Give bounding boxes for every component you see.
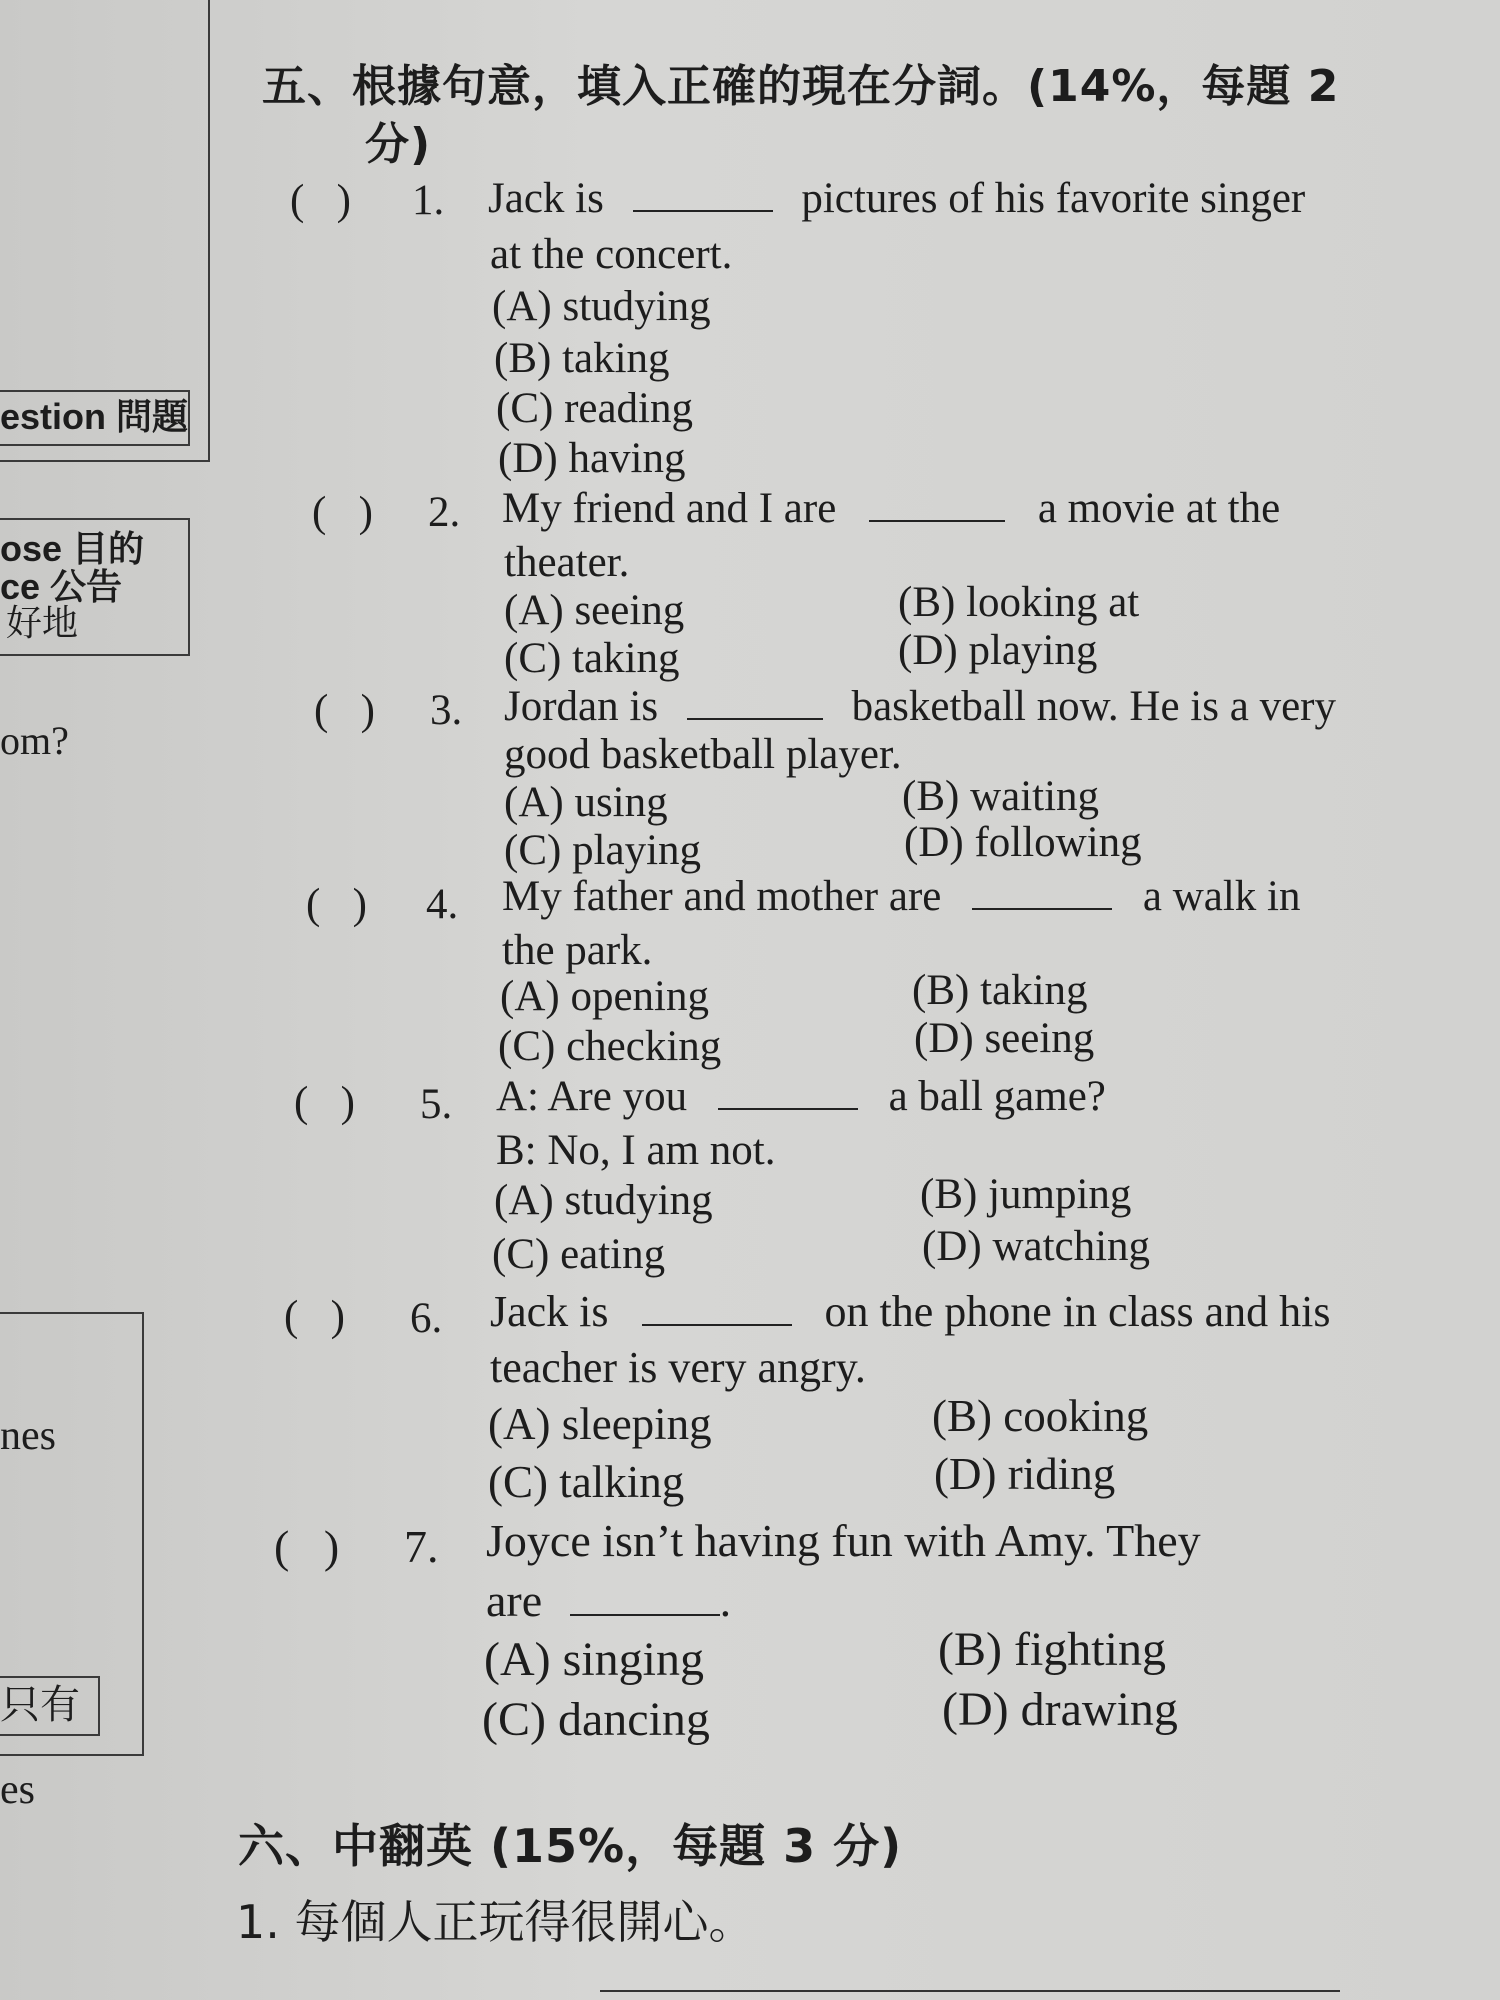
option-q1-a: (A) studying <box>492 283 711 330</box>
answer-paren-q3[interactable]: ( ) <box>314 687 375 734</box>
blank-q6[interactable] <box>642 1294 792 1326</box>
option-q7-b: (B) fighting <box>938 1623 1166 1676</box>
section6-heading: 六、中翻英 (15%，每題 3 分) <box>238 1819 903 1873</box>
question-line2-q7 <box>486 1574 731 1627</box>
question-text-q1 <box>488 174 1305 223</box>
option-q3-c: (C) playing <box>504 827 702 874</box>
question-line2-q1: at the concert. <box>490 231 733 278</box>
option-q5-a: (A) studying <box>494 1177 713 1224</box>
answer-paren-q2[interactable]: ( ) <box>312 489 373 536</box>
option-q5-d: (D) watching <box>922 1223 1151 1270</box>
question-text-q5-a: A: Are you <box>496 1073 688 1120</box>
blank-q2[interactable] <box>869 490 1005 522</box>
question-text-q2-a: My friend and I are <box>502 485 837 532</box>
question-line2-q3: good basketball player. <box>504 731 902 778</box>
option-q1-b: (B) taking <box>494 335 670 382</box>
blank-q7[interactable] <box>570 1584 720 1616</box>
option-q1-d: (D) having <box>498 435 686 482</box>
blank-q3[interactable] <box>687 688 823 720</box>
option-q7-c: (C) dancing <box>482 1693 710 1746</box>
option-q5-b: (B) jumping <box>920 1171 1132 1218</box>
section6-item1: 1. 每個人正玩得很開心。 <box>236 1895 755 1949</box>
margin-question-label: estion 問題 <box>0 396 189 437</box>
question-text-q5-b: a ball game? <box>888 1073 1106 1120</box>
question-text-q6 <box>490 1286 1330 1337</box>
question-line2-q7-text: are <box>486 1575 543 1626</box>
option-q7-a: (A) singing <box>484 1633 704 1686</box>
question-text-q3-a: Jordan is <box>504 683 659 730</box>
question-number-q1: 1. <box>412 177 445 224</box>
option-q6-b: (B) cooking <box>932 1391 1149 1441</box>
question-line2-q2: theater. <box>504 539 630 586</box>
option-q3-a: (A) using <box>504 779 668 826</box>
question-number-q6: 6. <box>410 1295 443 1342</box>
question-text-q3 <box>504 682 1336 731</box>
question-line2-q6: teacher is very angry. <box>490 1343 866 1392</box>
option-q6-d: (D) riding <box>934 1449 1116 1499</box>
question-line2-q4: the park. <box>502 927 653 974</box>
question-text-q3-b: basketball now. He is a very <box>851 683 1336 730</box>
question-text-q4-a: My father and mother are <box>502 873 942 920</box>
margin-om: om? <box>0 718 69 763</box>
margin-es: es <box>0 1767 35 1813</box>
question-text-q6-b: on the phone in class and his <box>824 1287 1331 1336</box>
question-line2-q7-period: . <box>719 1575 732 1626</box>
margin-vocab-line3: 好地 <box>6 602 79 643</box>
option-q4-c: (C) checking <box>498 1023 722 1070</box>
option-q2-c: (C) taking <box>504 635 680 682</box>
section5-heading-line1: 五、根據句意，填入正確的現在分詞。(14%，每題 2 <box>262 61 1340 112</box>
option-q6-a: (A) sleeping <box>488 1399 712 1449</box>
question-text-q2 <box>502 484 1280 533</box>
margin-only: 只有 <box>0 1683 80 1727</box>
margin-nes: nes <box>0 1413 56 1459</box>
question-text-q4 <box>502 872 1301 921</box>
answer-paren-q1[interactable]: ( ) <box>290 177 351 224</box>
option-q2-d: (D) playing <box>898 627 1098 674</box>
margin-vocab-line1: ose 目的 <box>0 528 145 569</box>
question-text-q2-b: a movie at the <box>1037 485 1281 532</box>
margin-vocab-line2: ce 公告 <box>0 566 123 607</box>
answer-paren-q4[interactable]: ( ) <box>306 881 367 928</box>
question-text-q4-b: a walk in <box>1142 873 1301 920</box>
option-q3-b: (B) waiting <box>902 773 1100 820</box>
option-q2-b: (B) looking at <box>898 579 1140 626</box>
option-q3-d: (D) following <box>904 819 1142 866</box>
question-number-q3: 3. <box>430 687 463 734</box>
question-text-q5 <box>496 1072 1106 1121</box>
answer-line-section6-item1[interactable] <box>600 1990 1340 1992</box>
answer-paren-q6[interactable]: ( ) <box>284 1293 345 1340</box>
question-number-q7: 7. <box>404 1521 439 1572</box>
question-text-q1-a: Jack is <box>488 175 604 222</box>
option-q2-a: (A) seeing <box>504 587 685 634</box>
option-q1-c: (C) reading <box>496 385 694 432</box>
option-q5-c: (C) eating <box>492 1231 666 1278</box>
question-text-q6-a: Jack is <box>490 1287 609 1336</box>
question-number-q2: 2. <box>428 489 461 536</box>
section5-heading-line2: 分) <box>365 119 432 170</box>
option-q6-c: (C) talking <box>488 1457 685 1507</box>
option-q4-d: (D) seeing <box>914 1015 1095 1062</box>
blank-q1[interactable] <box>633 180 773 212</box>
question-text-q1-b: pictures of his favorite singer <box>801 175 1306 222</box>
question-number-q5: 5. <box>420 1081 453 1128</box>
answer-paren-q5[interactable]: ( ) <box>294 1079 355 1126</box>
option-q4-a: (A) opening <box>500 973 709 1020</box>
question-line2-q5: B: No, I am not. <box>496 1127 776 1174</box>
question-number-q4: 4. <box>426 881 459 928</box>
blank-q4[interactable] <box>972 878 1112 910</box>
answer-paren-q7[interactable]: ( ) <box>274 1521 340 1572</box>
question-text-q7: Joyce isn’t having fun with Amy. They <box>486 1515 1201 1566</box>
option-q7-d: (D) drawing <box>942 1683 1178 1736</box>
blank-q5[interactable] <box>718 1078 858 1110</box>
option-q4-b: (B) taking <box>912 967 1088 1014</box>
